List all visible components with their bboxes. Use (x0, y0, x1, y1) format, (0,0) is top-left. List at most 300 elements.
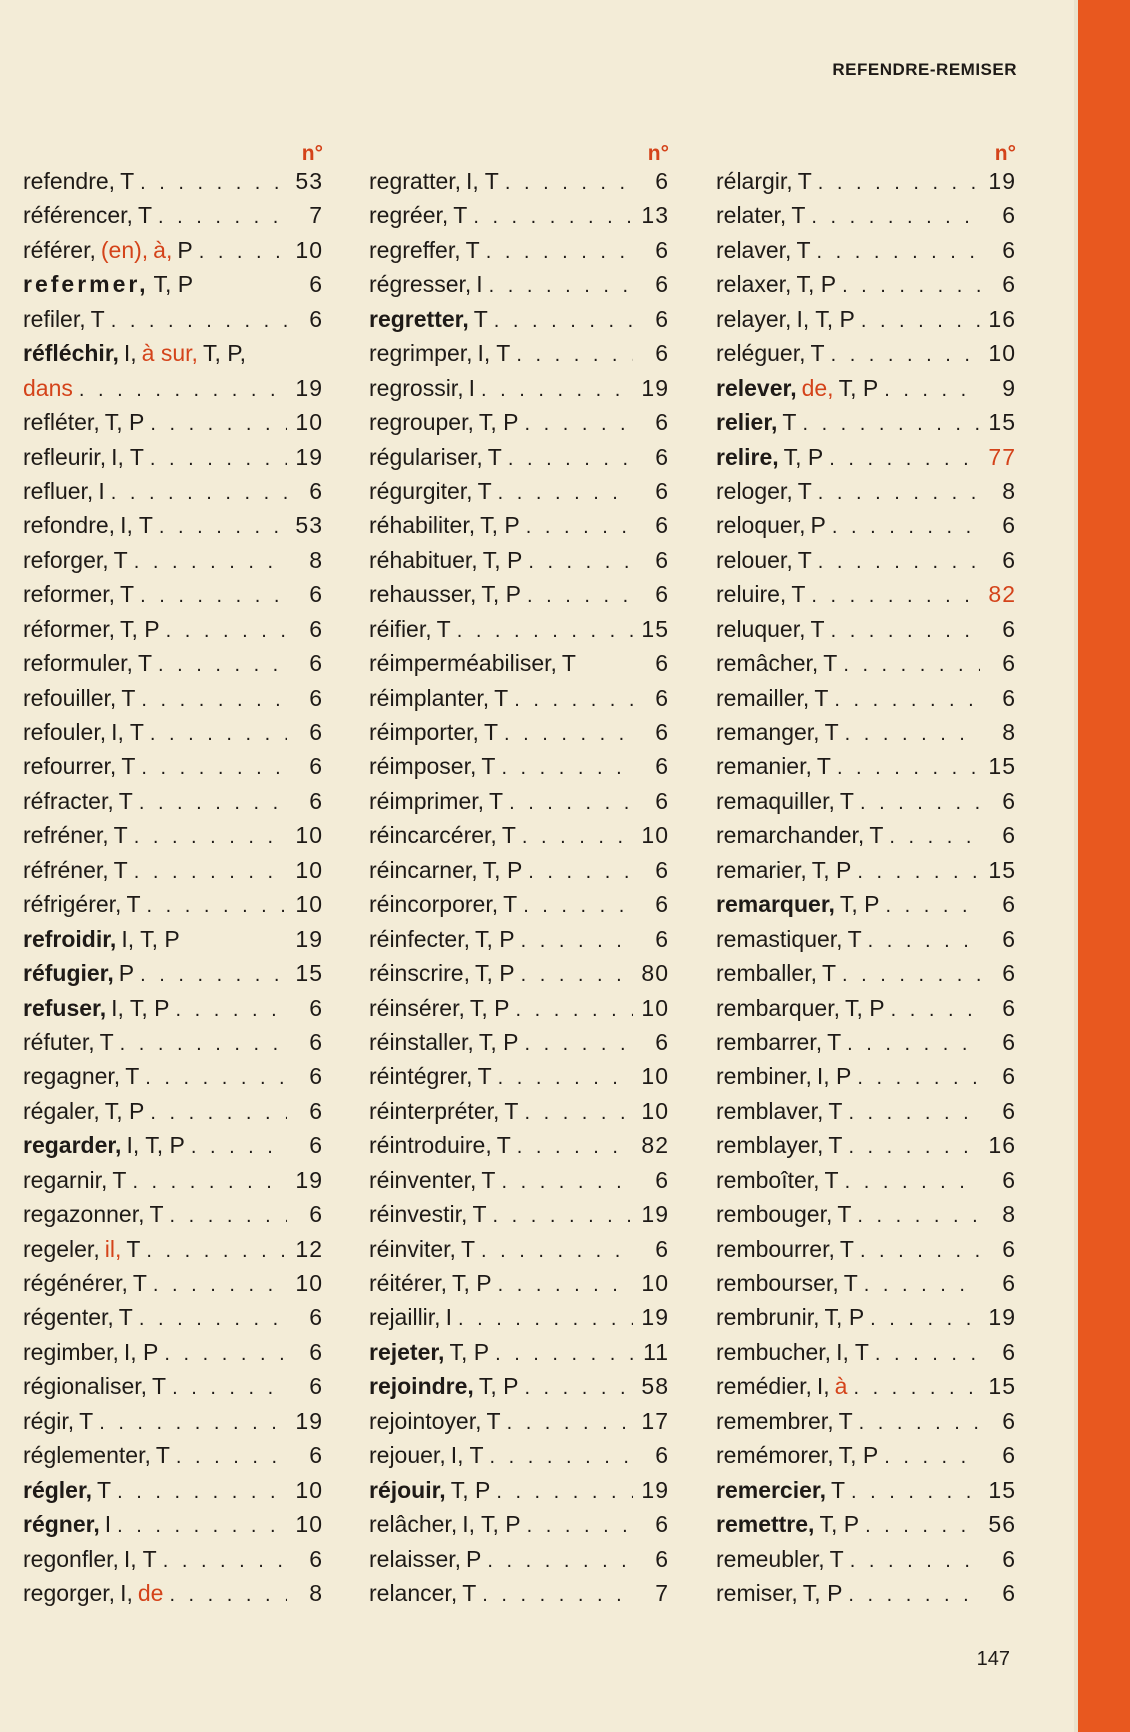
conjugation-number: 6 (655, 925, 669, 952)
leader-dots (889, 826, 980, 849)
leader-dots (522, 826, 633, 849)
conjugation-number: 6 (1002, 1063, 1016, 1090)
leader-dots (164, 1343, 287, 1366)
leader-dots (860, 792, 980, 815)
conjugation-number: 7 (655, 1579, 669, 1606)
leader-dots (859, 1412, 980, 1435)
verb-type: I (445, 1304, 452, 1331)
leader-dots (527, 1515, 633, 1538)
verb-name: regorger, (23, 1579, 116, 1606)
conjugation-number: 6 (655, 1028, 669, 1055)
verb-name: refermer, (23, 271, 149, 298)
leader-dots (523, 895, 633, 918)
verb-entry (716, 1201, 1016, 1235)
verb-entry (23, 1580, 323, 1614)
verb-entry (369, 1132, 669, 1166)
conjugation-number: 6 (309, 1063, 323, 1090)
verb-type: T (496, 1132, 511, 1159)
verb-name: réinfecter, (369, 925, 470, 952)
verb-name: remblaver, (716, 1097, 824, 1124)
leader-dots (166, 620, 287, 643)
leader-dots (528, 551, 633, 574)
verb-entry (716, 822, 1016, 856)
verb-entry (716, 1339, 1016, 1373)
verb-type: I, T, P (796, 305, 855, 332)
conjugation-number: 6 (309, 1545, 323, 1572)
verb-entry (716, 960, 1016, 994)
leader-dots (831, 344, 980, 367)
verb-entry (369, 616, 669, 650)
leader-dots (504, 723, 633, 746)
verb-name: remanier, (716, 753, 812, 780)
verb-name: régler, (23, 1476, 93, 1503)
verb-type: T, P (783, 443, 824, 470)
conjugation-number: 6 (655, 512, 669, 539)
preposition: de, (801, 374, 834, 401)
leader-dots (884, 1446, 980, 1469)
verb-name: réhabiliter, (369, 512, 476, 539)
leader-dots (501, 757, 633, 780)
conjugation-number: 6 (1002, 1579, 1016, 1606)
verb-type: T (90, 305, 105, 332)
verb-name: remanger, (716, 719, 820, 745)
verb-name: relater, (716, 202, 787, 229)
leader-dots (868, 930, 980, 953)
conjugation-number: 6 (309, 305, 323, 332)
verb-type: T (126, 1235, 141, 1262)
verb-entry (716, 857, 1016, 891)
conjugation-number: 6 (1002, 1166, 1016, 1193)
verb-entry (369, 1339, 669, 1373)
verb-name: reloger, (716, 477, 793, 504)
verb-entry (716, 1442, 1016, 1476)
verb-type: T (843, 1270, 858, 1296)
leader-dots (170, 1205, 287, 1228)
conjugation-number: 6 (1002, 994, 1016, 1021)
verb-type: T (473, 305, 488, 332)
verb-type: T, P (449, 1338, 490, 1365)
verb-name: réjouir, (369, 1476, 446, 1503)
verb-type: T, P (839, 891, 880, 918)
verb-name: remaquiller, (716, 787, 835, 814)
conjugation-number: 10 (641, 1063, 669, 1090)
verb-type: T (118, 787, 133, 814)
conjugation-number: 6 (309, 994, 323, 1021)
verb-entry (716, 409, 1016, 443)
verb-type: T, P (474, 960, 515, 987)
verb-entry (716, 340, 1016, 374)
conjugation-number: 6 (309, 787, 323, 814)
conjugation-number: 6 (655, 236, 669, 263)
verb-name: rehausser, (369, 581, 477, 608)
verb-entry (23, 1236, 323, 1270)
verb-entry (369, 926, 669, 960)
conjugation-number: 19 (988, 1304, 1016, 1331)
leader-dots (172, 1377, 287, 1400)
leader-dots (150, 723, 287, 746)
conjugation-number: 6 (655, 1166, 669, 1193)
verb-entry (716, 616, 1016, 650)
leader-dots (117, 1481, 287, 1504)
verb-type: T (810, 615, 825, 642)
leader-dots (516, 999, 634, 1022)
leader-dots (117, 1515, 287, 1538)
verb-entry (369, 995, 669, 1029)
verb-name: refuser, (23, 994, 107, 1021)
verb-type: T, P (478, 409, 519, 436)
conjugation-number: 12 (295, 1235, 323, 1262)
verb-name: relayer, (716, 305, 792, 332)
conjugation-number: 9 (1002, 374, 1016, 401)
verb-type: T (113, 822, 128, 849)
verb-type: P (466, 1545, 482, 1572)
leader-dots (507, 1412, 633, 1435)
leader-dots (482, 1584, 633, 1607)
leader-dots (508, 448, 633, 471)
verb-type: T (132, 1270, 147, 1296)
leader-dots (865, 1515, 980, 1538)
verb-entry (716, 547, 1016, 581)
conjugation-number: 6 (309, 1338, 323, 1365)
leader-dots (857, 861, 980, 884)
conjugation-number: 10 (641, 1270, 669, 1296)
verb-column-2 (369, 140, 669, 1614)
conjugation-number: 10 (295, 236, 323, 263)
leader-dots (99, 1412, 287, 1435)
verb-type: T, P (838, 1442, 879, 1469)
verb-name: regazonner, (23, 1201, 145, 1228)
verb-name: regarder, (23, 1132, 122, 1159)
verb-type: I, (123, 340, 137, 367)
leader-dots (134, 551, 287, 574)
verb-type: T (494, 684, 509, 711)
conjugation-number: 10 (295, 891, 323, 918)
verb-name: refiler, (23, 305, 86, 332)
verb-entry (369, 1442, 669, 1476)
leader-dots (489, 275, 633, 298)
conjugation-number: 19 (641, 1476, 669, 1503)
verb-name: rembourrer, (716, 1235, 835, 1262)
conjugation-number: 10 (988, 340, 1016, 367)
conjugation-number: 16 (988, 305, 1016, 332)
verb-type: T (155, 1442, 170, 1469)
conjugation-number: 6 (1002, 787, 1016, 814)
leader-dots (176, 1446, 287, 1469)
verb-type: T, P (469, 994, 510, 1021)
verb-type: T (436, 615, 451, 642)
leader-dots (847, 1033, 980, 1056)
verb-entry (369, 1167, 669, 1201)
verb-entry (369, 1304, 669, 1338)
conjugation-number: 6 (1002, 202, 1016, 229)
verb-entry (369, 1063, 669, 1097)
verb-entry (23, 1477, 323, 1511)
verb-entry (369, 891, 669, 925)
leader-dots (850, 1550, 980, 1573)
verb-type: T (796, 236, 811, 263)
conjugation-number: 6 (309, 1304, 323, 1331)
preposition: à sur, (141, 340, 198, 367)
page-number: 147 (976, 1648, 1010, 1670)
verb-entry (716, 1580, 1016, 1614)
verb-type: T (121, 753, 136, 780)
leader-dots (199, 241, 287, 264)
verb-type: T (821, 960, 837, 987)
verb-name: rembarrer, (716, 1028, 823, 1055)
leader-dots (517, 1136, 633, 1159)
verb-name: refourrer, (23, 753, 117, 780)
leader-dots (111, 482, 287, 505)
verb-name: régurgiter, (369, 477, 473, 504)
leader-dots (505, 172, 633, 195)
verb-name: rembouger, (716, 1201, 833, 1228)
verb-name: reforger, (23, 546, 109, 573)
verb-entry (23, 1201, 323, 1235)
column-header-number: n° (994, 142, 1016, 165)
leader-dots (870, 1308, 980, 1331)
verb-type: T, P (482, 546, 523, 573)
verb-type: T, P (120, 615, 160, 642)
leader-dots (818, 551, 980, 574)
verb-name: rembrunir, (716, 1304, 820, 1331)
verb-type: I, (816, 1373, 830, 1400)
verb-entry (716, 1408, 1016, 1442)
verb-name: réinvestir, (369, 1201, 468, 1228)
verb-entry (716, 1511, 1016, 1545)
leader-dots (842, 275, 980, 298)
leader-dots (495, 1343, 633, 1366)
verb-type: T (149, 1201, 164, 1228)
verb-name: regrimper, (369, 340, 473, 367)
verb-name: réimperméabiliser, (369, 650, 557, 677)
leader-dots (818, 172, 980, 195)
conjugation-number: 6 (1002, 546, 1016, 573)
verb-type: P (177, 236, 193, 263)
verb-type: T (797, 168, 812, 194)
leader-dots (832, 516, 980, 539)
verb-entry (23, 1063, 323, 1097)
verb-type: I (476, 271, 483, 298)
conjugation-number: 6 (655, 1442, 669, 1469)
verb-entry (23, 1304, 323, 1338)
conjugation-number: 10 (641, 1097, 669, 1124)
verb-name: réfréner, (23, 856, 109, 883)
verb-type: T (152, 1373, 167, 1400)
verb-type: T (797, 477, 812, 504)
leader-dots (521, 964, 633, 987)
verb-entry (369, 375, 669, 409)
verb-type: T (816, 753, 831, 780)
verb-type: T (137, 650, 152, 677)
verb-entry (23, 444, 323, 478)
verb-entry (716, 650, 1016, 684)
conjugation-number: 6 (309, 271, 323, 298)
conjugation-number: 19 (641, 1201, 669, 1228)
verb-type: T (827, 1028, 842, 1055)
verb-entry (716, 1546, 1016, 1580)
conjugation-number: 6 (655, 340, 669, 367)
verb-entry (23, 375, 323, 409)
conjugation-number: 6 (309, 477, 323, 504)
conjugation-number: 8 (309, 1579, 323, 1606)
verb-entry (716, 1373, 1016, 1407)
conjugation-number: 6 (655, 443, 669, 470)
leader-dots (457, 620, 633, 643)
verb-name: réinviter, (369, 1235, 456, 1262)
verb-type: T (501, 822, 516, 849)
verb-name: remeubler, (716, 1545, 825, 1572)
verb-name: relaxer, (716, 271, 792, 298)
conjugation-number: 10 (641, 994, 669, 1021)
verb-name: rejouer, (369, 1442, 446, 1469)
verb-entry (23, 581, 323, 615)
verb-entry (23, 1270, 323, 1304)
verb-entry (716, 719, 1016, 753)
verb-type: T (791, 581, 806, 608)
verb-type: T, P (480, 512, 520, 539)
conjugation-number: 6 (1002, 1407, 1016, 1434)
leader-dots (141, 757, 287, 780)
verb-name: relever, (716, 374, 797, 401)
verb-name: réfuter, (23, 1028, 95, 1055)
conjugation-number: 19 (295, 1407, 323, 1434)
leader-dots (875, 1343, 980, 1366)
verb-type: T (830, 1476, 846, 1503)
conjugation-number: 6 (309, 581, 323, 608)
verb-name: reformuler, (23, 650, 133, 677)
verb-entry (369, 788, 669, 822)
leader-dots (139, 1308, 287, 1331)
verb-type: T (79, 1407, 94, 1434)
verb-type: I (98, 477, 105, 504)
verb-name: rembucher, (716, 1338, 832, 1365)
verb-entry (716, 1236, 1016, 1270)
conjugation-number: 6 (309, 1442, 323, 1469)
verb-entry (23, 1167, 323, 1201)
leader-dots (158, 206, 287, 229)
conjugation-number: 10 (295, 409, 323, 436)
conjugation-number: 58 (641, 1373, 669, 1400)
conjugation-number: 6 (309, 684, 323, 711)
verb-entry (369, 822, 669, 856)
conjugation-number: 15 (988, 1476, 1016, 1503)
leader-dots (498, 1274, 633, 1297)
verb-type: T (839, 787, 854, 814)
verb-name: réintroduire, (369, 1132, 492, 1159)
verb-entry (716, 1304, 1016, 1338)
leader-dots (140, 585, 287, 608)
verb-name: remercier, (716, 1476, 826, 1503)
verb-type: T (503, 891, 518, 918)
leader-dots (79, 379, 287, 402)
leader-dots (842, 964, 980, 987)
verb-name: réformer, (23, 615, 116, 642)
verb-entry (23, 650, 323, 684)
leader-dots (509, 792, 633, 815)
leader-dots (811, 206, 980, 229)
verb-type: T (489, 787, 504, 814)
verb-entry (23, 616, 323, 650)
verb-entry (369, 857, 669, 891)
verb-entry (369, 719, 669, 753)
verb-type: T (810, 340, 825, 367)
conjugation-number: 19 (295, 1166, 323, 1193)
verb-name: réinscrire, (369, 960, 470, 987)
verb-name: réfracter, (23, 787, 114, 814)
conjugation-number: 10 (295, 1511, 323, 1538)
verb-name: remboîter, (716, 1166, 820, 1193)
verb-type: T (561, 650, 576, 677)
leader-dots (851, 1481, 980, 1504)
verb-name: relouer, (716, 546, 793, 573)
conjugation-number: 56 (988, 1511, 1016, 1538)
conjugation-number: 6 (309, 753, 323, 780)
verb-name: remarchander, (716, 822, 865, 849)
leader-dots (829, 448, 980, 471)
verb-name: remâcher, (716, 650, 819, 677)
conjugation-number: 6 (309, 1201, 323, 1228)
leader-dots (526, 516, 633, 539)
verb-name: rejeter, (369, 1338, 445, 1365)
verb-entry (369, 1477, 669, 1511)
conjugation-number: 6 (655, 546, 669, 573)
verb-type: T, P (824, 1304, 865, 1331)
verb-type: T (838, 1407, 853, 1434)
verb-entry (716, 1167, 1016, 1201)
verb-entry (716, 202, 1016, 236)
verb-type: T, P (478, 1373, 519, 1400)
verb-type: T, P (475, 925, 515, 952)
verb-entry (369, 1408, 669, 1442)
verb-name: réinventer, (369, 1166, 477, 1193)
verb-entry (369, 650, 669, 684)
conjugation-number: 6 (655, 1545, 669, 1572)
conjugation-number: 6 (1002, 822, 1016, 849)
leader-dots (150, 1102, 287, 1125)
verb-entry (23, 409, 323, 443)
leader-dots (524, 413, 633, 436)
verb-entry (23, 1408, 323, 1442)
verb-name: reléguer, (716, 340, 806, 367)
verb-type: I, T (836, 1338, 869, 1365)
verb-name: regratter, (369, 168, 462, 194)
verb-type: T (869, 822, 884, 849)
verb-entry (23, 478, 323, 512)
conjugation-number: 6 (655, 581, 669, 608)
verb-name: remettre, (716, 1511, 815, 1538)
verb-name: relaisser, (369, 1545, 462, 1572)
verb-entry (716, 375, 1016, 409)
conjugation-number: 6 (1002, 960, 1016, 987)
verb-entry (369, 753, 669, 787)
verb-entry (369, 1236, 669, 1270)
leader-dots (853, 1377, 980, 1400)
verb-name: réimporter, (369, 719, 479, 745)
column-header-number: n° (301, 142, 323, 165)
verb-entry (23, 788, 323, 822)
verb-name: réglementer, (23, 1442, 151, 1469)
verb-entry (716, 1477, 1016, 1511)
verb-type: I, T (111, 719, 144, 745)
leader-dots (145, 1067, 287, 1090)
verb-column-3 (716, 140, 1016, 1614)
verb-type: T (477, 477, 492, 504)
verb-entry (369, 1029, 669, 1063)
conjugation-number: 10 (295, 856, 323, 883)
verb-entry (716, 237, 1016, 271)
conjugation-number: 19 (641, 374, 669, 401)
verb-type: T (828, 1132, 843, 1159)
